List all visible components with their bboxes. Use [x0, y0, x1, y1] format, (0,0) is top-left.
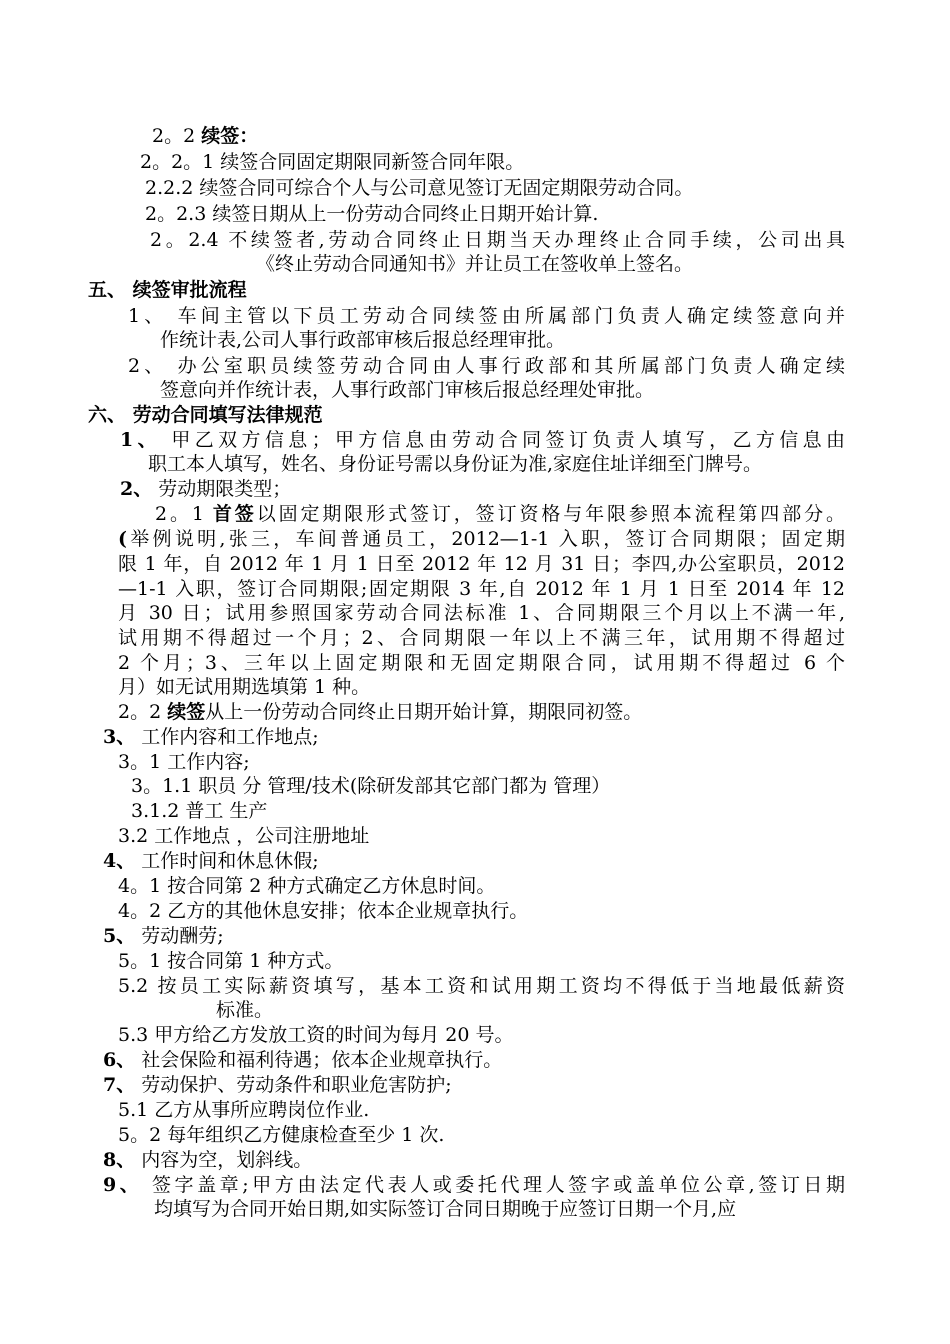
text-line: [145, 202, 598, 226]
text-segment: 签字盖章;甲方由法定代表人或委托代理人签字或盖单位公章,签订日期: [142, 1174, 845, 1196]
text-line: [160, 378, 654, 402]
text-segment: 3.1.2 普工 生产: [131, 800, 268, 822]
text-line: [88, 278, 247, 302]
text-segment: 3。1.1 职员 分 管理/技术(除研发部其它部门都为 管理）: [131, 775, 611, 797]
text-segment: 限 1 年，自 2012 年 1 月 1 日至 2012 年 12 月 31 日；李四,办公室职员，2012: [118, 553, 845, 575]
text-segment: 从上一份劳动合同终止日期开始计算，期限同初签。: [205, 701, 643, 723]
text-line: [118, 527, 845, 551]
text-line: [160, 328, 565, 352]
text-line: [88, 403, 323, 427]
text-line: [103, 1073, 452, 1097]
text-line: [118, 874, 495, 898]
text-segment: 劳动期限类型；: [152, 478, 292, 500]
bold-segment: 首签: [212, 503, 257, 525]
text-segment: 2。2.3 续签日期从上一份劳动合同终止日期开始计算.: [145, 203, 599, 225]
text-segment: 2。2: [118, 701, 168, 723]
text-segment: 1、 车间主管以下员工劳动合同续签由所属部门负责人确定续签意向并: [128, 305, 845, 327]
bold-segment: 4、: [103, 850, 136, 872]
text-segment: 举例说明,张三，车间普通员工，2012—1-1 入职，签订合同期限；固定期: [127, 528, 845, 550]
text-segment: 5。1 按合同第 1 种方式。: [118, 950, 344, 972]
text-line: [118, 949, 343, 973]
text-segment: 劳动保护、劳动条件和职业危害防护;: [135, 1074, 452, 1096]
text-segment: 2。2.4 不续签者,劳动合同终止日期当天办理终止合同手续，公司出具: [150, 229, 845, 251]
bold-segment: 续签: [167, 701, 206, 723]
text-line: [150, 228, 845, 252]
text-line: [128, 354, 845, 378]
text-line: [154, 1197, 736, 1221]
text-segment: 5.2 按员工实际薪资填写，基本工资和试用期工资均不得低于当地最低薪资: [118, 975, 845, 997]
text-segment: 2.2.2 续签合同可综合个人与公司意见签订无固定期限劳动合同。: [145, 177, 694, 199]
text-segment: 4。1 按合同第 2 种方式确定乙方休息时间。: [118, 875, 496, 897]
text-line: [256, 252, 693, 276]
bold-segment: 续签：: [201, 125, 259, 147]
text-segment: 以固定期限形式签订，签订资格与年限参照本流程第四部分。: [256, 503, 845, 525]
text-line: [118, 552, 845, 576]
text-line: [152, 124, 258, 148]
bold-segment: 六、 劳动合同填写法律规范: [88, 404, 323, 426]
bold-segment: 五、 续签审批流程: [88, 279, 247, 301]
text-segment: 4。2 乙方的其他休息安排；依本企业规章执行。: [118, 900, 529, 922]
text-segment: 2。2: [152, 125, 202, 147]
text-line: [103, 1173, 845, 1197]
text-line: [103, 849, 319, 873]
text-line: [118, 577, 845, 601]
text-line: [155, 502, 845, 526]
text-segment: 标准。: [216, 999, 274, 1021]
text-line: [118, 601, 845, 625]
text-line: [145, 176, 693, 200]
text-line: [118, 675, 370, 699]
bold-segment: 3、: [103, 726, 136, 748]
text-segment: 2。2。1 续签合同固定期限同新签合同年限。: [140, 151, 525, 173]
text-line: [118, 626, 845, 650]
text-line: [118, 1123, 444, 1147]
text-line: [216, 998, 273, 1022]
text-segment: 内容为空，划斜线。: [135, 1149, 313, 1171]
text-segment: 5.1 乙方从事所应聘岗位作业.: [118, 1099, 370, 1121]
text-line: [118, 700, 642, 724]
bold-segment: 8、: [103, 1149, 136, 1171]
text-line: [103, 1048, 502, 1072]
text-segment: 均填写为合同开始日期,如实际签订合同日期晚于应签订日期一个月,应: [154, 1198, 737, 1220]
text-line: [118, 824, 369, 848]
text-segment: 工作时间和休息休假;: [135, 850, 319, 872]
text-segment: 社会保险和福利待遇；依本企业规章执行。: [135, 1049, 503, 1071]
text-segment: 《终止劳动合同通知书》并让员工在签收单上签名。: [256, 253, 694, 275]
text-segment: 劳动酬劳;: [135, 925, 224, 947]
text-segment: 2、 办公室职员续签劳动合同由人事行政部和其所属部门负责人确定续: [128, 355, 845, 377]
text-segment: 5。2 每年组织乙方健康检查至少 1 次.: [118, 1124, 445, 1146]
bold-segment: 6、: [103, 1049, 136, 1071]
bold-segment: 5、: [103, 925, 136, 947]
text-line: [128, 304, 845, 328]
text-segment: 甲乙双方信息；甲方信息由劳动合同签订负责人填写，乙方信息由: [160, 429, 845, 451]
bold-segment: 2、: [120, 478, 153, 500]
text-line: [131, 799, 267, 823]
text-line: [118, 974, 845, 998]
text-line: [120, 477, 291, 501]
text-segment: 3.2 工作地点 ，公司注册地址: [118, 825, 370, 847]
text-segment: 5.3 甲方给乙方发放工资的时间为每月 20 号。: [118, 1024, 514, 1046]
text-line: [131, 774, 610, 798]
bold-segment: (: [118, 528, 127, 550]
text-line: [118, 899, 528, 923]
bold-segment: 7、: [103, 1074, 136, 1096]
text-segment: 2 个月；3、三年以上固定期限和无固定期限合同，试用期不得超过 6 个: [118, 652, 845, 674]
text-segment: 3。1 工作内容;: [118, 751, 250, 773]
text-segment: 作统计表,公司人事行政部审核后报总经理审批。: [160, 329, 566, 351]
text-line: [120, 428, 845, 452]
text-line: [103, 924, 224, 948]
text-line: [118, 1023, 514, 1047]
text-segment: 月）如无试用期选填第 1 种。: [118, 676, 371, 698]
text-segment: 职工本人填写，姓名、身份证号需以身份证为准,家庭住址详细至门牌号。: [148, 453, 763, 475]
text-segment: 工作内容和工作地点;: [135, 726, 319, 748]
text-segment: 试用期不得超过一个月；2、合同期限一年以上不满三年，试用期不得超过: [118, 627, 845, 649]
text-line: [118, 1098, 369, 1122]
text-segment: —1-1 入职，签订合同期限;固定期限 3 年,自 2012 年 1 月 1 日至 2014 年 12: [118, 578, 845, 600]
text-line: [118, 750, 250, 774]
text-line: [148, 452, 762, 476]
text-segment: 月 30 日；试用参照国家劳动合同法标准 1、合同期限三个月以上不满一年,: [118, 602, 845, 624]
text-line: [103, 725, 319, 749]
text-line: [140, 150, 524, 174]
text-segment: 2。1: [155, 503, 213, 525]
bold-segment: 1、: [120, 429, 161, 451]
text-segment: 签意向并作统计表，人事行政部门审核后报总经理处审批。: [160, 379, 655, 401]
text-line: [103, 1148, 312, 1172]
text-line: [118, 651, 845, 675]
bold-segment: 9、: [103, 1174, 143, 1196]
